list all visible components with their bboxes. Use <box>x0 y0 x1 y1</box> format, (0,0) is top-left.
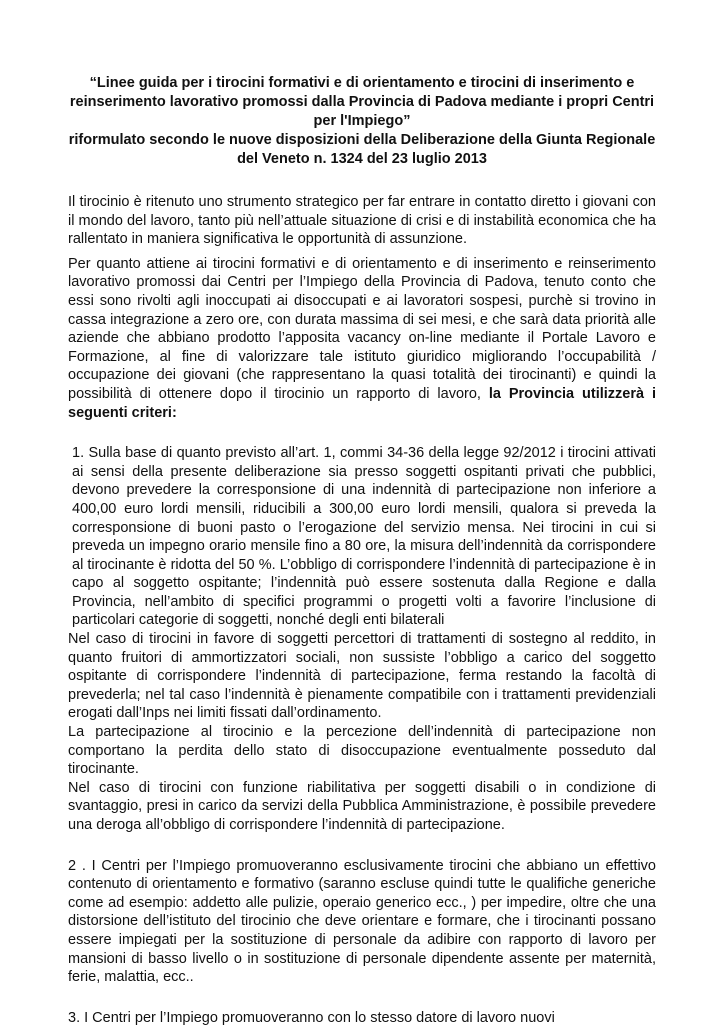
criterion-1-paragraph: 1. Sulla base di quanto previsto all’art. 1, commi 34-36 della legge 92/2012 i tirocini attivati ai sensi della presente deliberazione sia presso soggetti ospitanti privati che pubblici, devono prevedere la corresponsione di una indennità di partecipazione non inferiore a 400,00 euro lordi mensili, riducibili a 300,00 euro lordi mensili, qualora si preveda la corresponsione di buoni pasto o l’erogazione del servizio mensa. Nei tirocini in cui si preveda un impegno orario mensile fino a 80 ore, la misura dell’indennità da corrispondere al tirocinante è ridotta del 50 %. L’obbligo di corrispondere l’indennità di partecipazione è in capo al soggetto ospitante; l’indennità può essere sostenuta dalla Regione e dalla Provincia, nell’ambito di specifici programmi o progetti volti a favorire l’inclusione di particolari categorie di soggetti, nonché degli enti bilaterali <box>72 445 656 629</box>
title-main: “Linee guida per i tirocini formativi e di orientamento e tirocini di inserimento e reinserimento lavorativo promossi dalla Provincia di Padova mediante i propri Centri per l'Impiego” <box>69 75 655 129</box>
intro-paragraph-1: Il tirocinio è ritenuto uno strumento strategico per far entrare in contatto diretto i giovani con il mondo del lavoro, tanto più nell’attuale situazione di crisi e di instabilità economica che ha rallentato in maniera significativa le opportunità di assunzione. <box>68 194 656 248</box>
title-subtitle: riformulato secondo le nuove disposizioni della Deliberazione della Giunta Regionale del Veneto n. 1324 del 23 luglio 2013 <box>68 132 656 167</box>
criterion-1-paragraph-3: La partecipazione al tirocinio e la percezione dell’indennità di partecipazione non comportano la perdita dello stato di disoccupazione eventualmente posseduto dal tirocinante. <box>68 724 656 778</box>
criterion-1-paragraph-2: Nel caso di tirocini in favore di soggetti percettori di trattamenti di sostegno al reddito, in quanto fruitori di ammortizzatori sociali, non sussiste l’obbligo a carico del soggetto ospitante di corrispondere l’indennità di partecipazione, ferma restando la facoltà di prevederla; nel tal caso l’indennità è pienamente compatibile con i trattamenti previdenziali erogati dall’Inps nei limiti fissati dall’ordinamento. <box>68 631 656 722</box>
criterion-1-paragraph-4: Nel caso di tirocini con funzione riabilitativa per soggetti disabili o in condizione di svantaggio, presi in carico da servizi della Pubblica Amministrazione, è possibile prevedere una deroga all’obbligo di corrispondere l’indennità di partecipazione. <box>68 779 656 833</box>
criterion-3-paragraph: 3. I Centri per l’Impiego promuoveranno con lo stesso datore di lavoro nuovi <box>68 1009 555 1026</box>
intro-paragraph-2-text: Per quanto attiene ai tirocini formativi e di orientamento e di inserimento e reinserimento lavorativo promossi dai Centri per l’Impiego della Provincia di Padova, tenuto conto che essi sono rivolti agli inoccupati ai disoccupati e ai lavoratori sospesi, purchè si trovino in cassa integrazione a zero ore, con durata massima di sei mesi, e che sarà data priorità alle aziende che abbiano prodotto l’apposita vacancy on-line mediante il Portale Lavoro e Formazione, al fine di valorizzare tale istituto giuridico migliorando l’occupabilità / occupazione dei giovani (che rappresentano la quasi totalità dei tirocinanti) e quindi la possibilità di ottenere dopo il tirocinio un rapporto di lavoro, <box>68 255 656 402</box>
document-title <box>68 74 656 169</box>
intro-paragraph-2 <box>68 255 656 422</box>
criterion-2-paragraph: 2 . I Centri per l’Impiego promuoveranno esclusivamente tirocini che abbiano un effettivo contenuto di orientamento e formativo (saranno escluse quindi tutte le qualifiche generiche come ad esempio: addetto alle pulizie, operaio generico ecc., ) per impedire, oltre che una distorsione dell’istituto del tirocinio che deve orientare e formare, che i tirocinanti possano essere impiegati per la sostituzione di personale da adibire con rapporto di lavoro per mansioni di basso livello o in sostituzione di personale dipendente assente per maternità, ferie, malattia, ecc.. <box>68 857 656 986</box>
intro-criteria-heading: la Provincia utilizzerà i seguenti criteri: <box>68 385 657 421</box>
